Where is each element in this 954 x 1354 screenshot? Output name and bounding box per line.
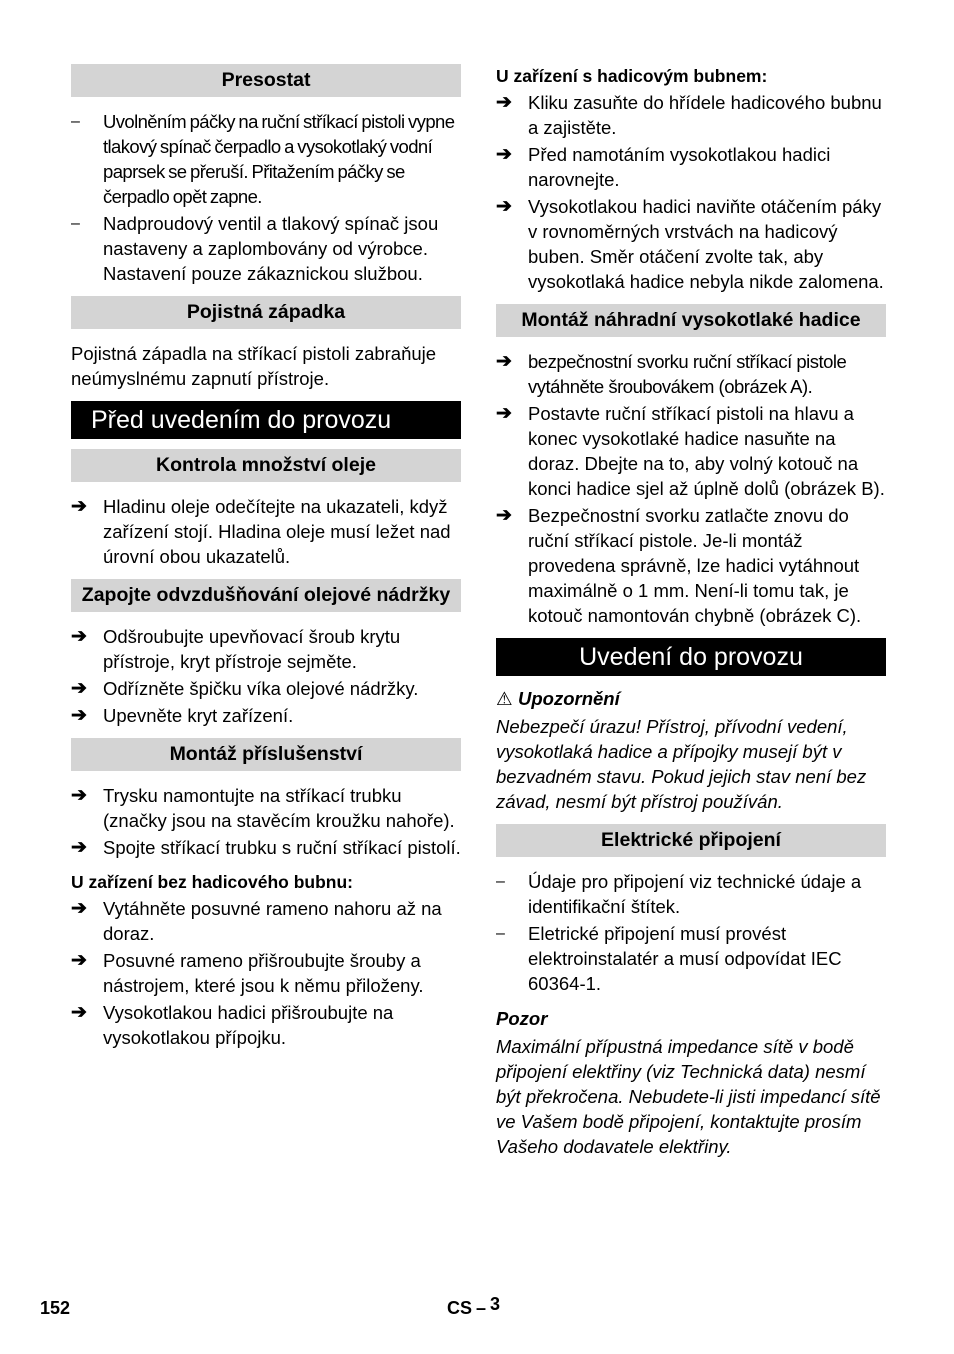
list-item-text: Upevněte kryt zařízení. [103,705,294,726]
page-number: 152 [40,1298,71,1318]
label-s-bubnem: U zařízení s hadicovým bubnem: [496,66,768,86]
warning-label [496,686,886,711]
list-item-text: Odšroubujte upevňovací šroub krytu přístroje, kryt přístroje sejměte. [103,626,401,672]
odvzdusneni-list [71,624,461,728]
pojistna-text: Pojistná západla na stříkací pistoli zabraňuje neúmyslnému zapnutí přístroje. [71,343,437,389]
heading-montaz-prislusenstvi: Montáž příslušenství [71,738,461,771]
warning-text: Nebezpečí úrazu! Přístroj, přívodní vedení, vysokotlaká hadice a přípojky musejí být v bezvadném stavu. Pokud jejich stav není bez závad, nesmí být přístroj používán. [496,716,867,812]
arrow-icon: ➔ [71,626,87,647]
warning-triangle-icon: ⚠ [496,688,513,709]
nahradni-list [496,349,886,628]
list-item-text: Vytáhněte posuvné rameno nahoru až na doraz. [103,898,442,944]
list-item [496,921,886,996]
list-item [496,349,886,399]
heading-pojistna-zapadka: Pojistná západka [71,296,461,329]
list-item [496,142,886,192]
heading-presostat: Presostat [71,64,461,97]
arrow-icon: ➔ [71,496,87,517]
list-item [71,783,461,833]
list-item [496,503,886,628]
heading-elektricke-pripojeni: Elektrické připojení [496,824,886,857]
presostat-list [71,109,461,286]
list-item-text: Trysku namontujte na stříkací trubku (značky jsou na stavěcím kroužku nahoře). [103,785,455,831]
list-item [71,1000,461,1050]
list-item-text: Údaje pro připojení viz technické údaje a identifikační štítek. [528,871,862,917]
dash-marker: – [71,215,80,232]
warning-label-text: Upozornění [518,688,620,709]
section-title-uvedeni: Uvedení do provozu [496,638,886,676]
arrow-icon: ➔ [71,898,87,919]
label-bez-bubnu: U zařízení bez hadicového bubnu: [71,872,353,892]
list-item [71,624,461,674]
list-item [71,676,461,701]
arrow-icon: ➔ [71,785,87,806]
arrow-icon: ➔ [496,196,512,217]
list-item [496,401,886,501]
dash-marker: – [496,873,505,890]
list-item-text: Postavte ruční stříkací pistoli na hlavu a konec vysokotlaké hadice nasuňte na doraz. Dbejte na to, aby volný kotouč na konci hadice sjel až úplně dolů (obrázek B). [528,403,885,499]
section-page-number: 3 [490,1294,501,1314]
list-item-text: Posuvné rameno přišroubujte šrouby a nástrojem, které jsou k němu přiloženy. [103,950,424,996]
right-column [496,64,886,1169]
pozor-label: Pozor [496,1008,548,1029]
list-item [71,896,461,946]
arrow-icon: ➔ [496,92,512,113]
heading-nahradni-hadice: Montáž náhradní vysokotlaké hadice [496,304,886,337]
footer-separator: – [476,1298,487,1318]
arrow-icon: ➔ [71,837,87,858]
arrow-icon: ➔ [71,678,87,699]
dash-marker: – [496,925,505,942]
list-item-text: Vysokotlakou hadici naviňte otáčením páky v rovnoměrných vrstvách na hadicový buben. Směr otáčení zvolte tak, aby vysokotlaká hadice nebyla nikde zalomena. [528,196,884,292]
list-item-text: Eletrické připojení musí provést elektroinstalatér a musí odpovídat IEC 60364-1. [528,923,842,994]
heading-kontrola-oleje: Kontrola množství oleje [71,449,461,482]
heading-odvzdusneni: Zapojte odvzdušňování olejové nádržky [71,579,461,612]
list-item [496,869,886,919]
arrow-icon: ➔ [496,144,512,165]
list-item-text: Vysokotlakou hadici přišroubujte na vysokotlakou přípojku. [103,1002,394,1048]
list-item [71,703,461,728]
arrow-icon: ➔ [496,403,512,424]
s-bubnem-list [496,90,886,294]
section-title-pred-uvedenim: Před uvedením do provozu [71,401,461,439]
list-item [71,948,461,998]
language-code: CS [447,1298,473,1318]
arrow-icon: ➔ [71,950,87,971]
arrow-icon: ➔ [496,351,512,372]
list-item-text: Hladinu oleje odečítejte na ukazateli, když zařízení stojí. Hladina oleje musí ležet nad úrovní obou ukazatelů. [103,496,451,567]
arrow-icon: ➔ [71,1002,87,1023]
footer-lang [447,1296,500,1321]
list-item [496,194,886,294]
list-item [71,494,461,569]
arrow-icon: ➔ [71,705,87,726]
elektricke-list [496,869,886,996]
list-item-text: Odřízněte špičku víka olejové nádržky. [103,678,419,699]
bez-bubnu-list [71,896,461,1050]
left-column [71,64,461,1060]
list-item-text: Před namotáním vysokotlakou hadici narovnejte. [528,144,831,190]
list-item-text: Nadproudový ventil a tlakový spínač jsou nastaveny a zaplombovány od výrobce. Nastavení pouze zákaznickou službou. [103,213,439,284]
list-item-text: Bezpečnostní svorku zatlačte znovu do ruční stříkací pistole. Je-li montáž provedena správně, lze hadici vytáhnout maximálně o 1 mm. Není-li tomu tak, je kotouč namontován chybně (obrázek C). [528,505,862,626]
arrow-icon: ➔ [496,505,512,526]
list-item [496,90,886,140]
list-item-text: bezpečnostní svorku ruční stříkací pistole vytáhněte šroubovákem (obrázek A). [528,351,847,397]
olej-list [71,494,461,569]
list-item [71,211,461,286]
list-item [71,835,461,860]
list-item [71,109,461,209]
list-item-text: Spojte stříkací trubku s ruční stříkací pistolí. [103,837,461,858]
list-item-text: Uvolněním páčky na ruční stříkací pistoli vypne tlakový spínač čerpadlo a vysokotlaký vodní paprsek se přeruší. Přitažením páčky se čerpadlo opět zapne. [103,111,455,207]
pozor-text: Maximální přípustná impedance sítě v bodě připojení elektřiny (viz Technická data) nesmí být překročena. Nebudete-li jisti impedancí sítě ve Vašem bodě připojení, kontaktujte prosím Vašeho dodavatele elektřiny. [496,1036,881,1157]
prislusenstvi-list [71,783,461,860]
list-item-text: Kliku zasuňte do hřídele hadicového bubnu a zajistěte. [528,92,882,138]
dash-marker: – [71,113,80,130]
